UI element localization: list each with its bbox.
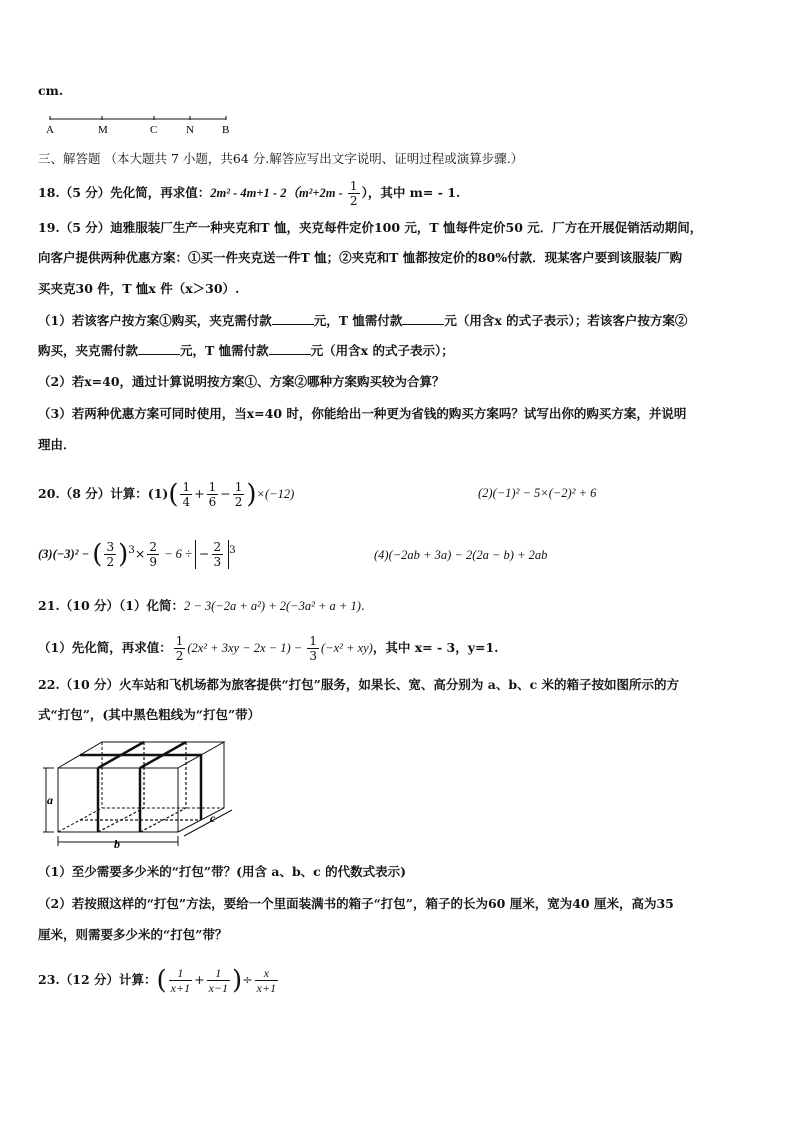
q21-part-1: 21.（10 分）（1）化简：2 − 3(−2a + a²) + 2(−3a² + a + 1). <box>38 598 365 613</box>
q19-part-1-line-1: （1）若该客户按方案①购买，夹克需付款 元，T 恤需付款 元（用含x 的式子表示）；若该客户按方案② <box>38 313 688 328</box>
question-18 <box>38 179 460 208</box>
point-n-label: N <box>186 124 194 136</box>
q22-line-1: 22.（10 分）火车站和飞机场都为旅客提供“打包”服务，如果长、宽、高分别为 a、b、c 米的箱子按如图所示的方 <box>38 677 680 692</box>
q19-line-1: 19.（5 分）迪雅服装厂生产一种夹克和T 恤，夹克每件定价100 元，T 恤每件定价50 元．厂方在开展促销活动期间， <box>38 220 703 235</box>
q19-part-2: （2）若x=40，通过计算说明按方案①、方案②哪种方案购买较为合算？ <box>38 374 445 389</box>
q19-part-1-line-2: 购买，夹克需付款 元，T 恤需付款 元（用含x 的式子表示）； <box>38 343 454 358</box>
q20-expr-1: 20.（8 分）计算：(1)( $\frac{1}{4}$ + $\frac{1}{6}$ − $\frac{1}{2}$ )×(−12) <box>38 479 295 510</box>
segment-figure <box>40 112 240 138</box>
q18-head: 18.（5 分）先化简，再求值： <box>38 185 211 200</box>
q22-part-2-line-2: 厘米，则需要多少米的“打包”带？ <box>38 927 228 942</box>
fig-label-a: a <box>47 793 53 807</box>
q20-expr-4: (4)(−2ab + 3a) − 2(2a − b) + 2ab <box>374 548 548 562</box>
section-heading: 三、解答题 （本大题共 7 小题，共64 分.解答应写出文字说明、证明过程或演算步骤.） <box>38 151 524 166</box>
q19-part-3-line-2: 理由． <box>38 437 76 452</box>
q18-expr-a: 2m² - 4m+1 - 2（m²+2m - <box>210 186 346 200</box>
q22-line-2: 式“打包”，(其中黑色粗线为“打包”带） <box>38 707 261 722</box>
q21-part-2: （1）先化简，再求值： $\frac{1}{2}$ (2x² + 3xy − 2x − 1) − $\frac{1}{3}$ (−x² + xy)，其中 x= - 3，y=1. <box>38 634 499 663</box>
q19-part-3-line-1: （3）若两种优惠方案可同时使用，当x=40 时，你能给出一种更为省钱的购买方案吗？试写出你的购买方案，并说明 <box>38 406 687 421</box>
q19-line-3: 买夹克30 件，T 恤x 件（x＞30）. <box>38 281 240 296</box>
q20-expr-2: (2)(−1)² − 5×(−2)² + 6 <box>478 486 597 500</box>
answer-blank[interactable] <box>269 342 311 355</box>
point-c-label: C <box>150 124 158 136</box>
answer-blank[interactable] <box>272 312 314 325</box>
q22-part-1: （1）至少需要多少米的“打包”带？(用含 a、b、c 的代数式表示) <box>38 864 407 879</box>
q20-expr-3: (3)(−3)² − ( $\frac{3}{2}$ )$^3$× $\frac{2}{9}$ − 6 ÷ − $\frac{2}{3}$ $^3$ <box>38 539 236 570</box>
cm-unit-text: cm. <box>38 83 64 98</box>
q19-line-2: 向客户提供两种优惠方案：①买一件夹克送一件T 恤；②夹克和T 恤都按定价的80%付款．现某客户要到该服装厂购 <box>38 250 683 265</box>
q18-fraction: $\frac{1}{2}$ <box>349 179 358 208</box>
q18-expr-b: ），其中 m= - 1. <box>361 185 461 200</box>
fig-label-b: b <box>114 837 120 850</box>
point-m-label: M <box>98 124 108 136</box>
answer-blank[interactable] <box>138 342 180 355</box>
fig-label-c: c <box>210 811 216 825</box>
point-b-label: B <box>222 124 230 136</box>
box-packing-figure <box>40 738 250 850</box>
q22-part-2-line-1: （2）若按照这样的“打包”方法，要给一个里面装满书的箱子“打包”，箱子的长为60 厘米，宽为40 厘米，高为35 <box>38 896 674 911</box>
question-23: 23.（12 分）计算：( $\frac{1}{x+1}$ + $\frac{1}{x-1}$ )÷ $\frac{x}{x+1}$ <box>38 965 277 996</box>
point-a-label: A <box>46 124 54 136</box>
answer-blank[interactable] <box>402 312 444 325</box>
